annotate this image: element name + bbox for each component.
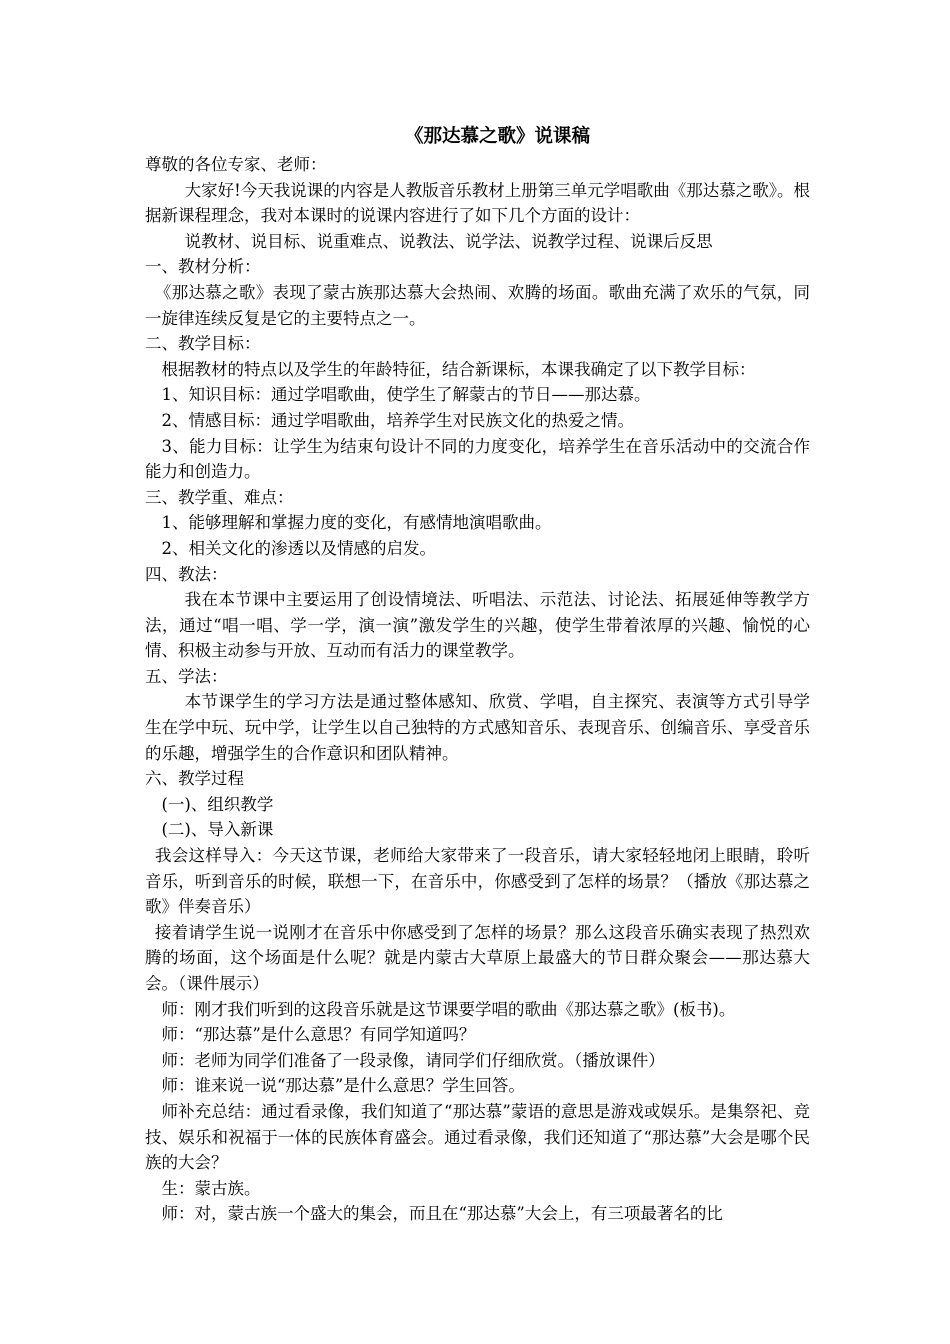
paragraph: 师补充总结：通过看录像，我们知道了“那达慕”蒙语的意思是游戏或娱乐。是集祭祀、竞技、娱乐和祝福于一体的民族体育盛会。通过看录像，我们还知道了“那达慕”大会是哪个民族的大会？	[145, 1101, 810, 1173]
paragraph: 四、教法：	[145, 564, 228, 584]
paragraph: 师：对，蒙古族一个盛大的集会，而且在“那达慕”大会上，有三项最著名的比	[161, 1204, 723, 1224]
paragraph: 3、能力目标：让学生为结束句设计不同的力度变化，培养学生在音乐活动中的交流合作能力和创造力。	[145, 436, 810, 482]
paragraph: 师：老师为同学们准备了一段录像，请同学们仔细欣赏。（播放课件）	[161, 1050, 665, 1070]
paragraph: 二、教学目标：	[145, 334, 261, 354]
paragraph: 师：谁来说一说“那达慕”是什么意思？学生回答。	[161, 1076, 525, 1096]
paragraph: 说教材、说目标、说重难点、说教法、说学法、说教学过程、说课后反思	[184, 231, 713, 251]
paragraph: 2、相关文化的渗透以及情感的启发。	[161, 538, 436, 558]
paragraph: (二)、导入新课	[161, 820, 274, 840]
paragraph: (一)、组织教学	[161, 794, 274, 814]
paragraph: 我会这样导入：今天这节课，老师给大家带来了一段音乐，请大家轻轻地闭上眼睛，聆听音乐，听到音乐的时候，联想一下，在音乐中，你感受到了怎样的场景？（播放《那达慕之歌》伴奏音乐）	[145, 846, 810, 917]
paragraph: 《那达慕之歌》表现了蒙古族那达慕大会热闹、欢腾的场面。歌曲充满了欢乐的气氛，同一旋律连续反复是它的主要特点之一。	[145, 282, 810, 328]
document-body	[145, 122, 810, 1227]
paragraph: 三、教学重、难点：	[145, 487, 294, 507]
paragraph: 生：蒙古族。	[161, 1178, 261, 1198]
paragraph: 师：刚才我们听到的这段音乐就是这节课要学唱的歌曲《那达慕之歌》(板书)。	[161, 999, 736, 1019]
paragraph: 接着请学生说一说刚才在音乐中你感受到了怎样的场景？那么这段音乐确实表现了热烈欢腾的场面，这个场面是什么呢？就是内蒙古大草原上最盛大的节日群众聚会——那达慕大会。（课件展示）	[145, 922, 810, 993]
paragraph: 根据教材的特点以及学生的年龄特征，结合新课标，本课我确定了以下教学目标：	[161, 359, 756, 379]
paragraph: 2、情感目标：通过学唱歌曲，培养学生对民族文化的热爱之情。	[161, 410, 634, 430]
paragraph: 师：“那达慕”是什么意思？有同学知道吗？	[161, 1025, 476, 1045]
paragraph: 六、教学过程	[145, 769, 244, 789]
paragraph: 五、学法：	[145, 666, 228, 686]
paragraph: 尊敬的各位专家、老师：	[145, 155, 327, 174]
document-title: 《那达慕之歌》说课稿	[404, 126, 590, 147]
paragraph: 本节课学生的学习方法是通过整体感知、欣赏、学唱，自主探究、表演等方式引导学生在学中玩、玩中学，让学生以自己独特的方式感知音乐、表现音乐、创编音乐、享受音乐的乐趣，增强学生的合作意识和团队精神。	[145, 692, 810, 763]
paragraph: 1、知识目标：通过学唱歌曲，使学生了解蒙古的节日——那达慕。	[161, 385, 651, 405]
paragraph: 我在本节课中主要运用了创设情境法、听唱法、示范法、讨论法、拓展延伸等教学方法，通过“唱一唱、学一学，演一演”激发学生的兴趣，使学生带着浓厚的兴趣、愉悦的心情、积极主动参与开放、互动而有活力的课堂教学。	[145, 590, 810, 661]
paragraph: 1、能够理解和掌握力度的变化，有感情地演唱歌曲。	[161, 513, 552, 533]
paragraph: 大家好!今天我说课的内容是人教版音乐教材上册第三单元学唱歌曲《那达慕之歌》。根据新课程理念，我对本课时的说课内容进行了如下几个方面的设计：	[145, 180, 810, 226]
paragraph-list	[145, 152, 810, 1227]
paragraph: 一、教材分析：	[145, 257, 261, 277]
